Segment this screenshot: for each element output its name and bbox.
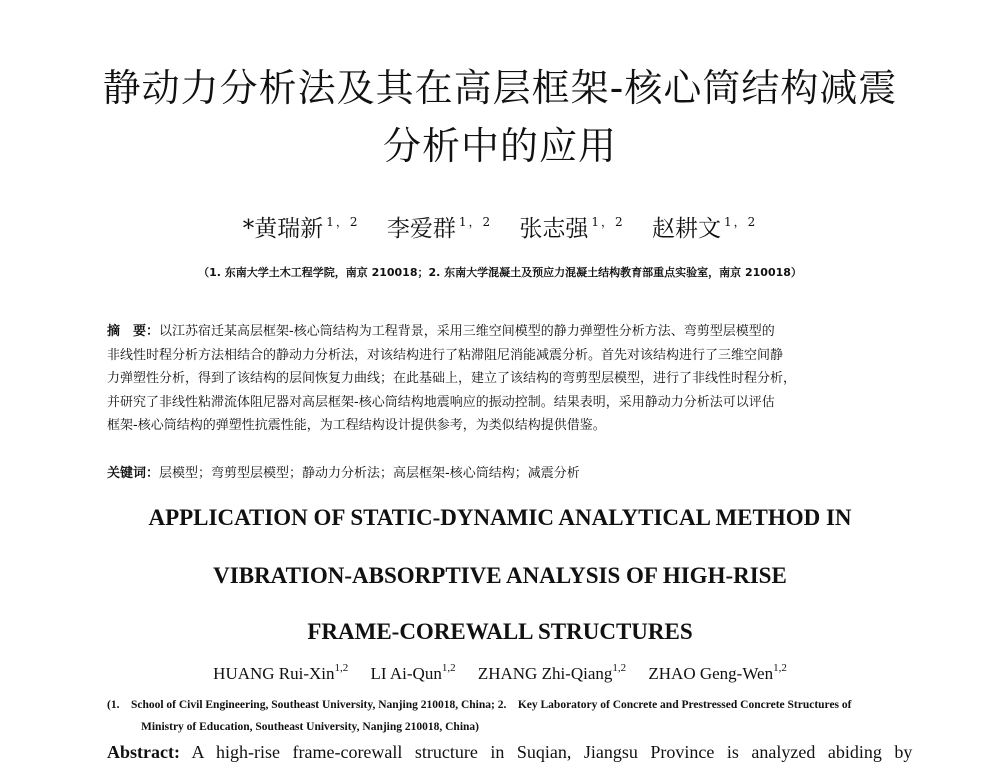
author-en-name: ZHAO Geng-Wen [648,664,774,683]
author-cn [519,210,624,243]
affiliation-en-line-1: (1. School of Civil Engineering, Southeast University, Nanjing 210018, China; 2. Key Laboratory of Concrete and Prestressed Concrete Structures of [107,699,852,711]
author-cn-affil: 1，2 [591,215,625,229]
affiliation-en-line-2: Ministry of Education, Southeast University, Nanjing 210018, China) [141,721,480,733]
abstract-cn [107,320,907,438]
author-cn [243,210,360,243]
author-en-affil: 1,2 [612,662,627,674]
author-en [371,662,456,684]
author-en-affil: 1,2 [334,662,349,674]
author-cn [652,210,757,243]
title-en-line-2: VIBRATION-ABSORPTIVE ANALYSIS OF HIGH-RISE [213,563,787,588]
affiliation-en [107,694,907,738]
author-en-name: LI Ai-Qun [370,664,442,683]
author-cn-name: 张志强 [519,216,589,242]
author-cn-name: 李爱群 [386,216,456,242]
title-en-line-1: APPLICATION OF STATIC-DYNAMIC ANALYTICAL METHOD IN [148,505,852,530]
author-en-affil: 1,2 [441,662,456,674]
author-en [648,662,786,684]
authors-en [60,662,940,684]
abstract-cn-line: 框架-核心筒结构的弹塑性抗震性能，为工程结构设计提供参考，为类似结构提供借鉴。 [107,418,606,434]
author-en-name: ZHANG Zhi-Qiang [477,664,613,683]
author-cn-affil: 1，2 [458,215,493,229]
authors-cn [60,210,940,243]
keywords-cn-label: 关键词： [107,466,160,481]
author-cn-affil: 1，2 [724,215,758,229]
abstract-cn-line: 并研究了非线性粘滞流体阻尼器对高层框架-核心筒结构地震响应的振动控制。结果表明，采用静动力分析法可以评估 [107,394,775,410]
affiliation-cn: （1. 东南大学土木工程学院，南京 210018；2. 东南大学混凝土及预应力混凝土结构教育部重点实验室，南京 210018） [198,266,802,279]
title-cn-line-1: 静动力分析法及其在高层框架-核心筒结构减震 [102,66,898,110]
abstract-en-label: Abstract: [107,742,180,762]
title-cn-line-2: 分析中的应用 [382,124,617,168]
abstract-en-text: A high-rise frame-corewall structure in Suqian, Jiangsu Province is analyzed abiding by [191,742,913,762]
abstract-cn-line: 非线性时程分析方法相结合的静动力分析法，对该结构进行了粘滞阻尼消能减震分析。首先对该结构进行了三维空间静 [107,347,784,363]
title-en-line-3: FRAME-COREWALL STRUCTURES [307,619,693,644]
keywords-cn-text: 层模型；弯剪型层模型；静动力分析法；高层框架-核心筒结构；减震分析 [159,466,580,481]
keywords-cn [107,462,907,481]
author-cn-name: *黄瑞新 [242,216,324,242]
abstract-cn-text: 以江苏宿迁某高层框架-核心筒结构为工程背景，采用三维空间模型的静力弹塑性分析方法、弯剪型层模型的 [159,324,775,339]
abstract-cn-line: 力弹塑性分析，得到了该结构的层间恢复力曲线；在此基础上，建立了该结构的弯剪型层模型，进行了非线性时程分析， [107,371,797,387]
author-en-name: HUANG Rui-Xin [213,664,335,683]
author-cn-affil: 1，2 [326,215,360,229]
author-en [478,662,626,684]
abstract-cn-label: 摘 要： [107,324,160,339]
author-cn-name: 赵耕文 [652,216,721,242]
author-en-affil: 1,2 [773,662,787,674]
author-en [213,662,348,684]
abstract-cn-line [107,320,907,344]
author-cn [387,210,492,243]
